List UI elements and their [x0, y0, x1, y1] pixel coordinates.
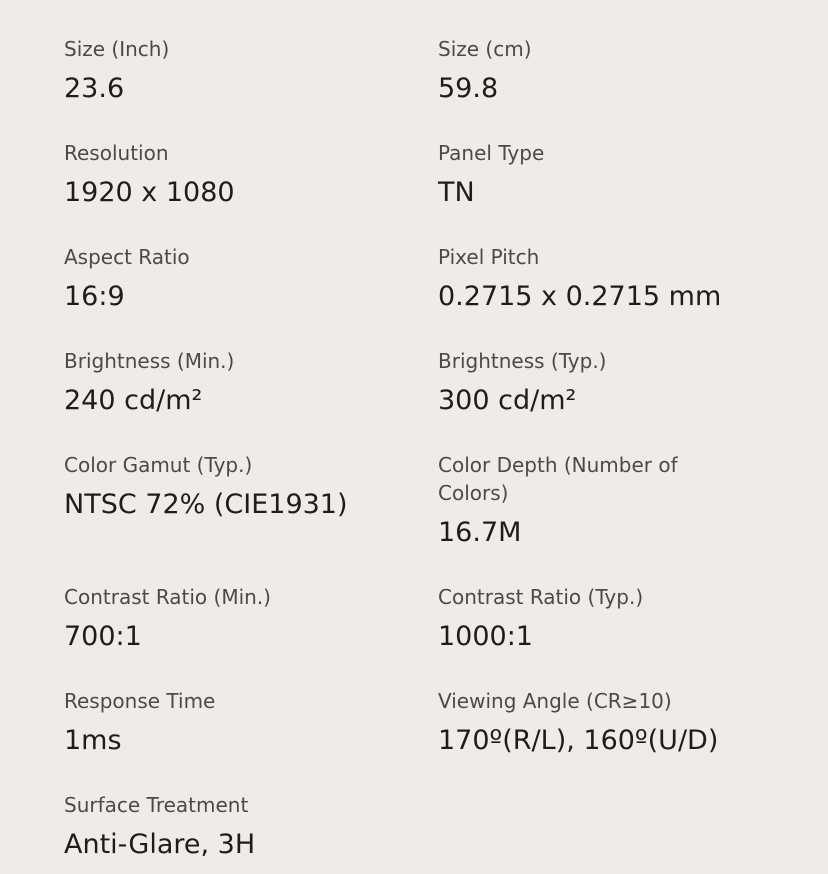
- spec-color-gamut: [64, 451, 394, 523]
- spec-label: Pixel Pitch: [438, 245, 540, 269]
- spec-value: 1000:1: [438, 621, 533, 652]
- spec-label: Color Gamut (Typ.): [64, 453, 253, 477]
- spec-value: 700:1: [64, 621, 142, 652]
- spec-contrast-min: [64, 583, 394, 655]
- spec-label: Surface Treatment: [64, 793, 249, 817]
- spec-value: 23.6: [64, 73, 125, 104]
- spec-value: 1ms: [64, 725, 122, 756]
- spec-label: Contrast Ratio (Min.): [64, 585, 271, 609]
- spec-value: NTSC 72% (CIE1931): [64, 489, 348, 520]
- spec-value: 0.2715 x 0.2715 mm: [438, 281, 722, 312]
- spec-label: Aspect Ratio: [64, 245, 190, 269]
- spec-label: Size (Inch): [64, 37, 170, 61]
- spec-size-inch: [64, 35, 394, 107]
- spec-viewing-angle: [438, 687, 818, 759]
- spec-value: 59.8: [438, 73, 499, 104]
- spec-value: 300 cd/m²: [438, 385, 577, 416]
- spec-label: Contrast Ratio (Typ.): [438, 585, 644, 609]
- spec-value: 170º(R/L), 160º(U/D): [438, 725, 719, 756]
- spec-brightness-typ: [438, 347, 738, 419]
- spec-label: Size (cm): [438, 37, 532, 61]
- spec-label: Brightness (Min.): [64, 349, 235, 373]
- spec-panel-type: [438, 139, 738, 211]
- spec-value: 240 cd/m²: [64, 385, 203, 416]
- spec-brightness-min: [64, 347, 394, 419]
- spec-aspect-ratio: [64, 243, 394, 315]
- spec-color-depth: [438, 451, 708, 551]
- spec-size-cm: [438, 35, 738, 107]
- spec-label: Color Depth (Number of Colors): [438, 453, 678, 505]
- spec-label: Response Time: [64, 689, 216, 713]
- spec-response-time: [64, 687, 394, 759]
- spec-value: 1920 x 1080: [64, 177, 235, 208]
- spec-label: Viewing Angle (CR≥10): [438, 689, 672, 713]
- spec-value: Anti-Glare, 3H: [64, 829, 256, 860]
- spec-label: Panel Type: [438, 141, 545, 165]
- spec-value: 16.7M: [438, 517, 522, 548]
- spec-pixel-pitch: [438, 243, 798, 315]
- spec-surface-treatment: [64, 791, 394, 863]
- spec-contrast-typ: [438, 583, 738, 655]
- spec-label: Brightness (Typ.): [438, 349, 607, 373]
- spec-value: 16:9: [64, 281, 125, 312]
- spec-value: TN: [438, 177, 475, 208]
- spec-label: Resolution: [64, 141, 169, 165]
- spec-resolution: [64, 139, 394, 211]
